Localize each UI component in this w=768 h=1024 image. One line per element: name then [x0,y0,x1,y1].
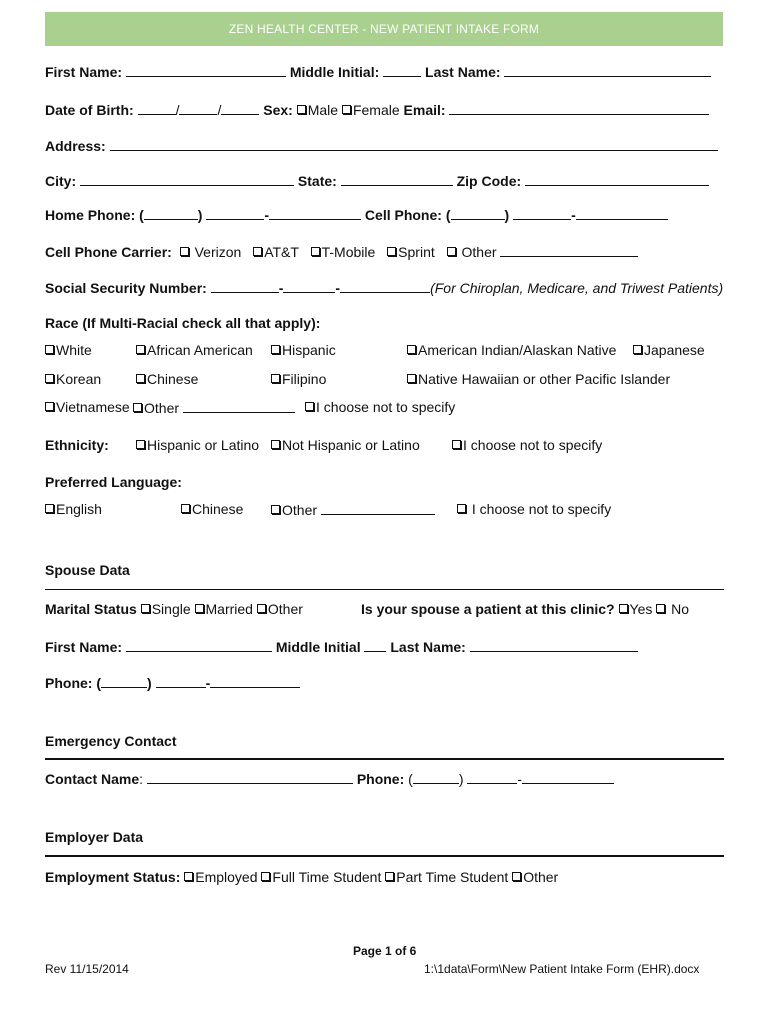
employer-heading: Employer Data [45,829,144,845]
language-english[interactable]: English [45,501,102,517]
emergency-area-code-field[interactable] [413,770,459,784]
spouse-phone-label: Phone: [45,675,93,691]
ssn-note: (For Chiroplan, Medicare, and Triwest Patients) [430,280,724,296]
korean-checkbox[interactable] [45,374,54,383]
ssn-part1-field[interactable] [211,279,279,293]
vietnamese-checkbox[interactable] [45,402,54,411]
carrier-row [45,243,638,260]
spouse-last-name-label: Last Name: [390,639,466,655]
single-checkbox[interactable] [141,604,150,613]
language-chinese-checkbox[interactable] [181,504,190,513]
address-label: Address: [45,138,106,154]
other-carrier-checkbox[interactable] [447,247,456,256]
home-prefix-field[interactable] [206,206,264,220]
chinese-checkbox[interactable] [136,374,145,383]
part-time-student-checkbox[interactable] [385,872,394,881]
native-hawaiian-checkbox[interactable] [407,374,416,383]
emergency-prefix-field[interactable] [467,770,517,784]
filipino-checkbox[interactable] [271,374,280,383]
employment-status-label: Employment Status: [45,869,181,885]
dob-day-field[interactable] [179,101,217,115]
race-option-native-hawaiian[interactable]: Native Hawaiian or other Pacific Islander [407,371,670,387]
language-other-checkbox[interactable] [271,505,280,514]
language-not-specify[interactable]: I choose not to specify [457,501,611,517]
file-path: 1:\1data\Form\New Patient Intake Form (EHR).docx [424,962,700,976]
spouse-no-checkbox[interactable] [656,604,665,613]
race-option-vietnamese[interactable]: Vietnamese [45,399,130,415]
spouse-divider [45,589,724,590]
zip-label: Zip Code: [456,173,522,189]
page-number: Page 1 of 6 [353,944,417,958]
ssn-part2-field[interactable] [283,279,335,293]
spouse-first-name-label: First Name: [45,639,123,655]
carrier-option: T-Mobile [321,244,376,260]
ethnicity-not-specify-checkbox[interactable] [452,440,461,449]
spouse-last-name-field[interactable] [470,638,638,652]
first-name-field[interactable] [126,63,286,77]
city-label: City: [45,173,77,189]
contact-name-field[interactable] [147,770,353,784]
marital-status-row: Marital Status Single Married Other [45,601,303,617]
address-field[interactable] [110,137,718,151]
spouse-phone-row: Phone: ( ) - [45,674,300,691]
sprint-checkbox[interactable] [387,247,396,256]
email-field[interactable] [449,101,709,115]
middle-initial-label: Middle Initial: [289,64,380,80]
carrier-option: Sprint [398,244,435,260]
last-name-label: Last Name: [425,64,501,80]
emergency-row: Contact Name: Phone: ( ) - [45,770,614,787]
cell-prefix-field[interactable] [513,206,571,220]
dob-label: Date of Birth: [45,102,134,118]
employer-divider [45,855,724,857]
dob-year-field[interactable] [221,101,259,115]
japanese-checkbox[interactable] [633,345,642,354]
state-label: State: [297,173,337,189]
att-checkbox[interactable] [253,247,262,256]
last-name-field[interactable] [504,63,711,77]
carrier-label: Cell Phone Carrier: [45,244,172,260]
ethnicity-not-hispanic-checkbox[interactable] [271,440,280,449]
race-option-chinese[interactable]: Chinese [136,371,198,387]
address-row [45,137,718,154]
english-checkbox[interactable] [45,504,54,513]
race-not-specify-checkbox[interactable] [305,402,314,411]
race-option-not-specify[interactable]: I choose not to specify [305,399,455,415]
spouse-line-field[interactable] [210,674,300,688]
spouse-first-name-field[interactable] [126,638,272,652]
language-not-specify-checkbox[interactable] [457,504,466,513]
dob-row: Date of Birth: / / Sex: Male Female Email: [45,101,709,118]
marital-label: Marital Status [45,601,137,617]
spouse-patient-row: Is your spouse a patient at this clinic? Yes No [361,601,690,617]
ethnicity-not-hispanic[interactable]: Not Hispanic or Latino [271,437,420,453]
spouse-name-row [45,638,638,655]
ssn-label: Social Security Number: [45,280,207,296]
spouse-prefix-field[interactable] [156,674,206,688]
carrier-option: AT&T [264,244,299,260]
african-american-checkbox[interactable] [136,345,145,354]
contact-name-label: Contact Name [45,771,140,787]
zip-field[interactable] [525,172,709,186]
spouse-middle-initial-label: Middle Initial [275,639,361,655]
race-option-japanese[interactable]: Japanese [633,342,705,358]
race-option-filipino[interactable]: Filipino [271,371,326,387]
race-other-checkbox[interactable] [133,403,142,412]
spouse-middle-initial-field[interactable] [364,638,386,652]
patient-name-row [45,63,711,80]
full-time-student-checkbox[interactable] [261,872,270,881]
race-label: Race (If Multi-Racial check all that apply): [45,315,321,331]
language-other[interactable]: Other [271,501,435,518]
carrier-option: Other [461,244,497,260]
emergency-phone-label: Phone: [356,771,405,787]
home-area-code-field[interactable] [144,206,198,220]
tmobile-checkbox[interactable] [311,247,320,256]
other-carrier-field[interactable] [500,243,638,257]
language-label: Preferred Language: [45,474,182,490]
middle-initial-field[interactable] [383,63,421,77]
race-option-african-american[interactable]: African American [136,342,253,358]
white-checkbox[interactable] [45,345,54,354]
race-option-american-indian[interactable]: American Indian/Alaskan Native [407,342,616,358]
spouse-yes-checkbox[interactable] [619,604,628,613]
emergency-divider [45,758,724,760]
race-option-white[interactable]: White [45,342,92,358]
state-field[interactable] [341,172,453,186]
female-label: Female [352,102,400,118]
verizon-checkbox[interactable] [180,247,189,256]
home-line-field[interactable] [269,206,361,220]
home-phone-label: Home Phone: [45,207,136,223]
ethnicity-hispanic-checkbox[interactable] [136,440,145,449]
female-checkbox[interactable] [342,105,351,114]
dob-month-field[interactable] [138,101,176,115]
marital-other-checkbox[interactable] [257,604,266,613]
revision-date: Rev 11/15/2014 [45,962,129,976]
race-other-field[interactable] [183,399,295,413]
american-indian-checkbox[interactable] [407,345,416,354]
spouse-area-code-field[interactable] [101,674,147,688]
carrier-option: Verizon [194,244,242,260]
sex-label: Sex: [263,102,293,118]
ssn-part3-field[interactable] [340,279,430,293]
ethnicity-label: Ethnicity: [45,437,109,453]
male-label: Male [307,102,339,118]
cell-line-field[interactable] [576,206,668,220]
language-other-field[interactable] [321,501,435,515]
spouse-heading: Spouse Data [45,562,130,578]
employment-other-checkbox[interactable] [512,872,521,881]
married-checkbox[interactable] [195,604,204,613]
race-option-korean[interactable]: Korean [45,371,101,387]
employment-row: Employment Status: Employed Full Time Student Part Time Student Other [45,869,559,885]
form-title: ZEN HEALTH CENTER - NEW PATIENT INTAKE FORM [45,12,723,46]
emergency-line-field[interactable] [522,770,614,784]
ethnicity-not-specify[interactable]: I choose not to specify [452,437,602,453]
ethnicity-hispanic[interactable]: Hispanic or Latino [136,437,259,453]
emergency-heading: Emergency Contact [45,733,177,749]
city-row [45,172,709,189]
male-checkbox[interactable] [297,105,306,114]
ssn-row: Social Security Number: - - (For Chiroplan, Medicare, and Triwest Patients) [45,280,724,296]
hispanic-checkbox[interactable] [271,345,280,354]
language-chinese[interactable]: Chinese [181,501,243,517]
race-option-hispanic[interactable]: Hispanic [271,342,336,358]
cell-phone-label: Cell Phone: [364,207,442,223]
cell-area-code-field[interactable] [451,206,505,220]
city-field[interactable] [80,172,294,186]
race-option-other[interactable]: Other [133,399,295,416]
first-name-label: First Name: [45,64,123,80]
email-label: Email: [403,102,446,118]
employed-checkbox[interactable] [184,872,193,881]
phone-row: Home Phone: ( ) - Cell Phone: ( ) - [45,206,668,223]
spouse-patient-label: Is your spouse a patient at this clinic? [361,601,615,617]
